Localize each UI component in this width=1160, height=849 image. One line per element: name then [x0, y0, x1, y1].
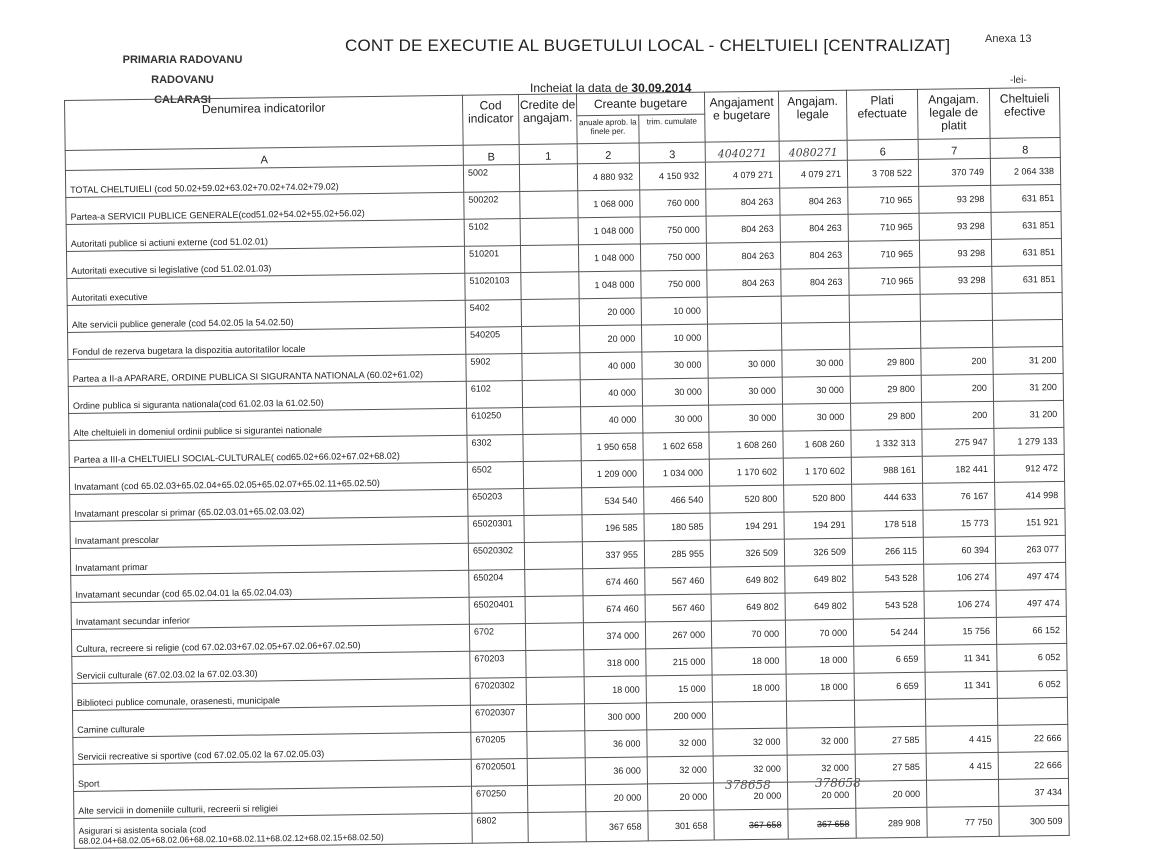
value-c4: 4 079 271	[705, 161, 779, 189]
value-c2: 20 000	[579, 298, 641, 326]
value-c7: 275 947	[922, 428, 994, 456]
column-letter: 7	[918, 138, 990, 159]
header-actual-expenses: Cheltuieli efective	[989, 87, 1060, 138]
value-c3: 750 000	[640, 216, 706, 244]
value-c6: 266 115	[852, 537, 923, 565]
value-c5: 194 291	[784, 511, 852, 539]
column-letter: 8	[990, 137, 1060, 158]
handwritten-correction: 378658	[725, 778, 771, 792]
value-c3: 20 000	[648, 783, 714, 811]
value-c5: 18 000	[786, 646, 854, 674]
column-letter: 2	[577, 143, 639, 164]
value-c3: 4 150 932	[639, 162, 705, 190]
value-c4	[712, 701, 786, 729]
value-c5	[781, 322, 849, 350]
value-c5: 32 000	[787, 754, 855, 782]
value-c1	[524, 515, 582, 543]
indicator-name: Partea-a SERVICII PUBLICE GENERALE(cod51.02+54.02+55.02+56.02)	[66, 192, 464, 224]
value-c8: 631 851	[991, 238, 1061, 266]
value-c4: 20 000	[713, 782, 787, 810]
value-c2: 337 955	[582, 541, 644, 569]
indicator-code: 610250	[467, 408, 523, 436]
report-date-prefix: Incheiat la data de	[530, 81, 629, 95]
value-c1	[527, 758, 585, 786]
value-c2: 674 460	[583, 595, 645, 623]
value-c6: 29 800	[850, 375, 921, 403]
value-c6: 289 908	[856, 807, 927, 838]
value-c1	[521, 272, 579, 300]
indicator-code: 5002	[463, 165, 519, 193]
value-c1	[522, 353, 580, 381]
indicator-code: 670250	[472, 785, 528, 813]
value-c3: 567 460	[645, 567, 711, 595]
header-budget-credits: Creante bugetare	[576, 92, 704, 116]
indicator-name: Autoritati executive	[67, 273, 465, 305]
value-c1	[519, 164, 577, 192]
value-c7: 77 750	[927, 806, 999, 837]
value-c8: 22 666	[998, 724, 1068, 752]
value-c5: 30 000	[782, 349, 850, 377]
value-c8: 6 052	[997, 643, 1067, 671]
value-c1	[526, 677, 584, 705]
value-c2: 300 000	[584, 703, 646, 731]
indicator-name: Invatamant prescolar si primar (65.02.03.01+65.02.03.02)	[70, 489, 468, 521]
value-c4: 32 000	[713, 755, 787, 783]
value-c6: 543 528	[853, 564, 924, 592]
value-c4: 649 802	[711, 593, 785, 621]
value-c1	[526, 650, 584, 678]
value-c2: 20 000	[579, 325, 641, 353]
value-c5: 520 800	[784, 484, 852, 512]
indicator-code: 5902	[466, 354, 522, 382]
indicator-name: Ordine publica si siguranta nationala(cod 61.02.03 la 61.02.50)	[68, 381, 466, 413]
value-c4: 326 509	[710, 539, 784, 567]
annex-label: Anexa 13	[985, 33, 1032, 45]
value-c2: 40 000	[581, 406, 643, 434]
value-c1	[528, 785, 586, 813]
budget-table	[64, 87, 1070, 849]
value-c7: 106 274	[924, 590, 996, 618]
value-c6: 178 518	[852, 510, 923, 538]
column-letter: B	[463, 145, 519, 166]
indicator-code: 5102	[464, 219, 520, 247]
value-c7: 200	[921, 347, 993, 375]
value-c1	[520, 191, 578, 219]
value-c1	[522, 380, 580, 408]
value-c4: 18 000	[712, 674, 786, 702]
header-annual: anuale aprob. la finele per.	[577, 115, 639, 144]
indicator-code: 510201	[464, 246, 520, 274]
indicator-name: Invatamant secundar (cod 65.02.04.01 la 65.02.04.03)	[71, 570, 469, 602]
value-c3: 750 000	[641, 270, 707, 298]
value-c6: 27 585	[855, 753, 926, 781]
value-c6: 27 585	[855, 726, 926, 754]
value-c3: 267 000	[645, 621, 711, 649]
value-c2: 1 950 658	[581, 433, 643, 461]
value-c7: 93 298	[920, 266, 992, 294]
indicator-name: Sport	[73, 759, 471, 791]
value-c1	[527, 731, 585, 759]
value-c1	[524, 542, 582, 570]
value-c4: 1 608 260	[709, 431, 783, 459]
value-c4: 32 000	[713, 728, 787, 756]
header-credits: Credite de angajam.	[518, 94, 577, 145]
value-c2: 4 880 932	[577, 163, 639, 191]
value-c3: 200 000	[646, 702, 712, 730]
value-c6: 6 659	[854, 672, 925, 700]
value-c7: 4 415	[926, 725, 998, 753]
value-c2: 367 658	[586, 811, 648, 842]
value-c4: 804 263	[707, 269, 781, 297]
value-c2: 20 000	[586, 784, 648, 812]
value-c3: 32 000	[647, 756, 713, 784]
value-c4: 804 263	[706, 215, 780, 243]
institution-line: PRIMARIA RADOVANU	[122, 54, 243, 66]
column-letter: 1	[519, 144, 577, 165]
header-payments: Plati efectuate	[846, 89, 918, 140]
value-c2: 374 000	[583, 622, 645, 650]
indicator-code: 67020501	[471, 758, 527, 786]
indicator-code: 540205	[466, 327, 522, 355]
indicator-name: Alte cheltuieli in domeniul ordinii publice si sigurantei nationale	[69, 408, 467, 440]
value-c6	[849, 294, 920, 322]
value-c8: 631 851	[991, 184, 1061, 212]
value-c2: 1 209 000	[581, 460, 643, 488]
value-c4: 30 000	[708, 350, 782, 378]
value-c1	[525, 623, 583, 651]
value-c5	[786, 700, 854, 728]
value-c4: 804 263	[706, 242, 780, 270]
value-c5: 32 000	[787, 727, 855, 755]
value-c2: 40 000	[580, 352, 642, 380]
header-legal-to-pay: Angajam. legale de platit	[917, 88, 990, 139]
value-c1	[520, 245, 578, 273]
value-c2: 196 585	[582, 514, 644, 542]
value-c8: 631 851	[992, 265, 1062, 293]
value-c6: 710 965	[848, 240, 919, 268]
value-c4: 18 000	[712, 647, 786, 675]
value-c1	[526, 704, 584, 732]
value-c7	[920, 320, 992, 348]
value-c7: 60 394	[923, 536, 995, 564]
value-c8: 31 200	[993, 373, 1063, 401]
column-letter: A	[65, 145, 463, 170]
value-c7: 11 341	[925, 671, 997, 699]
indicator-code: 65020302	[468, 543, 524, 571]
value-c1	[525, 596, 583, 624]
value-c3: 10 000	[641, 297, 707, 325]
value-c4: 649 802	[711, 566, 785, 594]
value-c6: 444 633	[852, 483, 923, 511]
indicator-name: Servicii recreative si sportive (cod 67.02.05.02 la 67.02.05.03)	[73, 732, 471, 764]
indicator-code: 650203	[468, 489, 524, 517]
column-letter-handwritten: 4040271	[705, 141, 779, 162]
indicator-name: Alte servicii publice generale (cod 54.02.05 la 54.02.50)	[67, 300, 465, 332]
value-c3: 750 000	[640, 243, 706, 271]
header-quarterly: trim. cumulate	[639, 114, 705, 143]
value-c4: 30 000	[709, 404, 783, 432]
header-legal-commitments: Angajam. legale	[778, 90, 847, 141]
value-c3: 10 000	[641, 324, 707, 352]
value-c2: 18 000	[584, 676, 646, 704]
value-c4: 1 170 602	[709, 458, 783, 486]
value-c5: 804 263	[780, 241, 848, 269]
value-c8: 912 472	[994, 454, 1064, 482]
value-c2: 1 048 000	[578, 217, 640, 245]
value-c1	[528, 812, 586, 843]
value-c7: 106 274	[924, 563, 996, 591]
value-c4: 520 800	[710, 485, 784, 513]
value-c6: 20 000	[855, 780, 926, 808]
value-c3: 15 000	[646, 675, 712, 703]
indicator-name: Fondul de rezerva bugetara la dispozitia autoritatilor locale	[68, 327, 466, 359]
indicator-name: Cultura, recreere si religie (cod 67.02.03+67.02.05+67.02.06+67.02.50)	[71, 624, 469, 656]
value-c5: 30 000	[783, 403, 851, 431]
value-c7	[920, 293, 992, 321]
indicator-name: Invatamant secundar inferior	[71, 597, 469, 629]
value-c3: 32 000	[647, 729, 713, 757]
value-c6: 29 800	[850, 348, 921, 376]
value-c6: 710 965	[848, 186, 919, 214]
value-c4: 367 658	[714, 809, 788, 840]
value-c2: 318 000	[584, 649, 646, 677]
value-c4	[707, 296, 781, 324]
value-c3: 1 034 000	[643, 459, 709, 487]
indicator-code: 6702	[469, 624, 525, 652]
value-c6: 54 244	[853, 618, 924, 646]
value-c8: 2 064 338	[990, 157, 1060, 185]
value-c3: 567 460	[645, 594, 711, 622]
value-c2: 674 460	[583, 568, 645, 596]
column-letter: 6	[847, 139, 918, 160]
value-c8	[992, 292, 1062, 320]
value-c1	[522, 326, 580, 354]
column-letter: 3	[639, 142, 705, 163]
value-c3: 180 585	[644, 513, 710, 541]
value-c1	[523, 407, 581, 435]
indicator-name: Biblioteci publice comunale, orasenesti, municipale	[72, 678, 470, 710]
value-c8: 300 509	[999, 805, 1069, 836]
value-c8: 631 851	[991, 211, 1061, 239]
value-c7: 76 167	[923, 482, 995, 510]
document-title: CONT DE EXECUTIE AL BUGETULUI LOCAL - CHELTUIELI [CENTRALIZAT]	[345, 36, 951, 55]
indicator-name: TOTAL CHELTUIELI (cod 50.02+59.02+63.02+70.02+74.02+79.02)	[65, 165, 463, 197]
value-c5: 18 000	[786, 673, 854, 701]
value-c3: 1 602 658	[643, 432, 709, 460]
value-c6	[854, 699, 925, 727]
value-c5: 1 608 260	[783, 430, 851, 458]
value-c5: 20 000	[787, 781, 855, 809]
value-c5: 649 802	[785, 592, 853, 620]
value-c8: 414 998	[995, 481, 1065, 509]
value-c8: 37 434	[998, 778, 1068, 806]
indicator-name: Partea a II-a APARARE, ORDINE PUBLICA SI SIGURANTA NATIONALA (60.02+61.02)	[68, 354, 466, 386]
value-c6: 988 161	[851, 456, 922, 484]
value-c3: 30 000	[642, 351, 708, 379]
indicator-name: Invatamant (cod 65.02.03+65.02.04+65.02.05+65.02.07+65.02.11+65.02.50)	[69, 462, 467, 494]
indicator-name: Alte servicii in domeniile culturii, recreerii si religiei	[74, 786, 472, 818]
value-c1	[523, 434, 581, 462]
indicator-code: 670203	[470, 651, 526, 679]
value-c5: 70 000	[785, 619, 853, 647]
value-c7: 370 749	[918, 158, 990, 186]
value-c3: 215 000	[646, 648, 712, 676]
indicator-code: 670205	[471, 731, 527, 759]
value-c3: 466 540	[644, 486, 710, 514]
value-c6	[849, 321, 920, 349]
indicator-name: Invatamant prescolar	[70, 516, 468, 548]
value-c2: 534 540	[582, 487, 644, 515]
value-c7: 93 298	[919, 185, 991, 213]
value-c8: 66 152	[996, 616, 1066, 644]
value-c5: 804 263	[781, 268, 849, 296]
value-c8: 22 666	[998, 751, 1068, 779]
indicator-name: Invatamant primar	[70, 543, 468, 575]
indicator-code: 500202	[464, 192, 520, 220]
value-c3: 285 955	[644, 540, 710, 568]
institution-line: CALARASI	[154, 94, 211, 106]
value-c6: 6 659	[854, 645, 925, 673]
value-c5: 804 263	[780, 187, 848, 215]
column-letter-handwritten: 4080271	[779, 140, 847, 161]
indicator-code: 6802	[472, 812, 528, 843]
value-c8	[992, 319, 1062, 347]
value-c4: 804 263	[706, 188, 780, 216]
value-c4	[707, 323, 781, 351]
report-date-value: 30.09.2014	[631, 81, 692, 95]
value-c2: 40 000	[580, 379, 642, 407]
value-c7: 182 441	[922, 455, 994, 483]
indicator-code: 67020307	[470, 704, 526, 732]
value-c3: 301 658	[648, 810, 714, 841]
institution-line: RADOVANU	[151, 74, 214, 86]
value-c7: 4 415	[926, 752, 998, 780]
value-c4: 194 291	[710, 512, 784, 540]
value-c5: 367 658	[788, 808, 856, 839]
value-c2: 1 068 000	[578, 190, 640, 218]
value-c2: 36 000	[585, 757, 647, 785]
header-budget-commitments: Angajament e bugetare	[704, 91, 779, 142]
indicator-name: Autoritati executive si legislative (cod 51.02.01.03)	[66, 246, 464, 278]
indicator-code: 65020301	[468, 516, 524, 544]
value-c5: 649 802	[785, 565, 853, 593]
value-c8: 263 077	[995, 535, 1065, 563]
value-c8: 497 474	[996, 589, 1066, 617]
value-c8	[997, 697, 1067, 725]
value-c3: 760 000	[640, 189, 706, 217]
value-c2: 36 000	[585, 730, 647, 758]
value-c4: 30 000	[708, 377, 782, 405]
value-c7: 200	[921, 374, 993, 402]
value-c5: 4 079 271	[779, 160, 847, 188]
indicator-name: Partea a III-a CHELTUIELI SOCIAL-CULTURALE( cod65.02+66.02+67.02+68.02)	[69, 435, 467, 467]
handwritten-correction: 378658	[815, 776, 861, 790]
value-c3: 30 000	[643, 405, 709, 433]
indicator-code: 6102	[466, 381, 522, 409]
value-c5: 804 263	[780, 214, 848, 242]
value-c7: 15 756	[924, 617, 996, 645]
value-c6: 543 528	[853, 591, 924, 619]
value-c8: 6 052	[997, 670, 1067, 698]
value-c8: 31 200	[993, 346, 1063, 374]
value-c5: 1 170 602	[783, 457, 851, 485]
header-code: Cod indicator	[462, 95, 519, 146]
value-c7: 11 341	[925, 644, 997, 672]
value-c6: 29 800	[851, 402, 922, 430]
indicator-code: 51020103	[465, 273, 521, 301]
indicator-name: Autoritati publice si actiuni externe (cod 51.02.01)	[66, 219, 464, 251]
value-c3: 30 000	[642, 378, 708, 406]
indicator-code: 5402	[465, 300, 521, 328]
value-c7	[925, 698, 997, 726]
indicator-name: Asigurari si asistenta sociala (cod 68.02.04+68.02.05+68.02.06+68.02.10+68.02.11+68.02.12+68.02.15+68.02.50)	[74, 813, 472, 848]
value-c6: 1 332 313	[851, 429, 922, 457]
value-c7: 15 773	[923, 509, 995, 537]
value-c8: 151 921	[995, 508, 1065, 536]
indicator-code: 6302	[467, 435, 523, 463]
indicator-code: 67020302	[470, 678, 526, 706]
value-c8: 1 279 133	[994, 427, 1064, 455]
value-c4: 70 000	[711, 620, 785, 648]
value-c2: 1 048 000	[579, 271, 641, 299]
value-c7: 93 298	[919, 212, 991, 240]
value-c6: 710 965	[849, 267, 920, 295]
value-c1	[525, 569, 583, 597]
value-c1	[521, 299, 579, 327]
value-c1	[520, 218, 578, 246]
value-c8: 31 200	[994, 400, 1064, 428]
indicator-name: Camine culturale	[72, 705, 470, 737]
indicator-code: 65020401	[469, 597, 525, 625]
value-c5: 30 000	[782, 376, 850, 404]
header-name: Denumirea indicatorilor	[65, 95, 464, 150]
value-c5	[781, 295, 849, 323]
value-c6: 3 708 522	[847, 159, 918, 187]
value-c8: 497 474	[996, 562, 1066, 590]
value-c5: 326 509	[784, 538, 852, 566]
value-c7: 200	[922, 401, 994, 429]
indicator-code: 6502	[467, 462, 523, 490]
indicator-code: 650204	[469, 570, 525, 598]
currency-label: -lei-	[1010, 75, 1027, 86]
value-c1	[523, 461, 581, 489]
indicator-name: Servicii culturale (67.02.03.02 la 67.02.03.30)	[72, 651, 470, 683]
value-c1	[524, 488, 582, 516]
value-c7: 93 298	[919, 239, 991, 267]
value-c6: 710 965	[848, 213, 919, 241]
value-c2: 1 048 000	[578, 244, 640, 272]
value-c7	[926, 779, 998, 807]
